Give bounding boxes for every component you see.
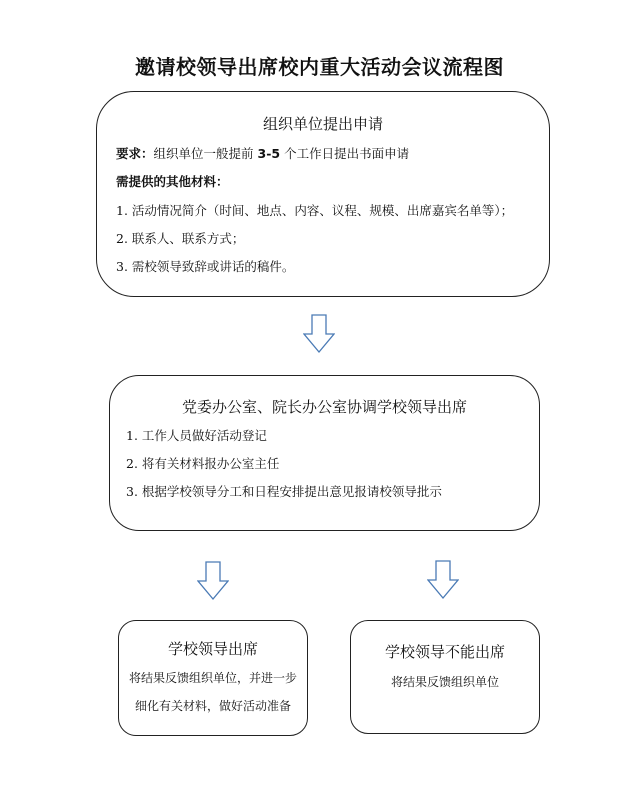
- coordinate-item: 1. 工作人员做好活动登记: [126, 428, 267, 443]
- material-item: 1. 活动情况简介（时间、地点、内容、议程、规模、出席嘉宾名单等）；: [116, 203, 514, 218]
- coordinate-item: 3. 根据学校领导分工和日程安排提出意见报请校领导批示: [126, 484, 442, 499]
- requirement-text-a: 组织单位一般提前: [153, 146, 258, 161]
- coordinate-step-box: [109, 375, 540, 531]
- material-item: 3. 需校领导致辞或讲话的稿件。: [116, 259, 295, 274]
- requirement-text-c: 个工作日提出书面申请: [280, 146, 410, 161]
- page-title: 邀请校领导出席校内重大活动会议流程图: [135, 55, 504, 79]
- down-arrow-icon: [197, 561, 229, 601]
- requirement-label: 要求：: [116, 146, 154, 161]
- leader-attends-text: 将结果反馈组织单位，并进一步: [128, 671, 297, 685]
- requirement-line: [116, 144, 409, 162]
- coordinate-item: 2. 将有关材料报办公室主任: [126, 456, 280, 471]
- leader-absent-text: 将结果反馈组织单位: [390, 675, 499, 689]
- leader-attends-heading: 学校领导出席: [167, 640, 258, 658]
- down-arrow-icon: [427, 560, 459, 600]
- leader-attends-box: [118, 620, 308, 736]
- coordinate-step-heading: 党委办公室、院长办公室协调学校领导出席: [181, 398, 467, 416]
- apply-step-box: [96, 91, 550, 297]
- materials-label: 需提供的其他材料：: [116, 174, 229, 189]
- leader-attends-text: 细化有关材料，做好活动准备: [134, 699, 291, 713]
- leader-absent-box: [350, 620, 540, 734]
- apply-step-heading: 组织单位提出申请: [262, 115, 383, 133]
- material-item: 2. 联系人、联系方式；: [116, 231, 245, 246]
- requirement-days: 3-5: [257, 146, 281, 161]
- leader-absent-heading: 学校领导不能出席: [384, 643, 505, 661]
- down-arrow-icon: [303, 314, 335, 354]
